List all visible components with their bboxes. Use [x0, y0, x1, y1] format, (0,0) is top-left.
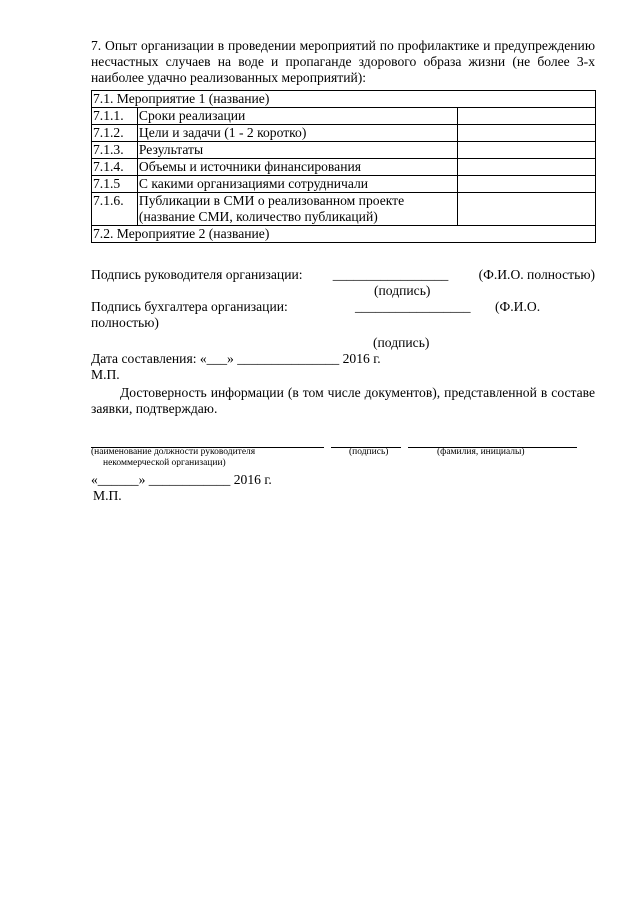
position-caption: (наименование должности руководителя: [91, 447, 256, 457]
row-label: Цели и задачи (1 - 2 коротко): [137, 125, 457, 142]
accountant-signature-blank[interactable]: _________________: [355, 299, 471, 314]
name-caption: (фамилия, инициалы): [437, 447, 525, 457]
footer-date[interactable]: «______» ____________ 2016 г.: [91, 472, 272, 487]
head-signature-caption: (подпись): [374, 283, 431, 298]
row-number: 7.1.3.: [92, 142, 138, 159]
head-signature-line: [91, 267, 595, 283]
row-value-cell[interactable]: [457, 159, 595, 176]
head-signature-blank[interactable]: _________________: [332, 267, 449, 282]
accountant-signature-line: [91, 299, 595, 315]
row-label: Объемы и источники финансирования: [137, 159, 457, 176]
confirmation-text: Достоверность информации (в том числе документов), представленной в составе заявки, подтверждаю.: [91, 385, 595, 416]
row-label: Сроки реализации: [137, 108, 457, 125]
position-caption-2: некоммерческой организации): [103, 458, 226, 468]
events-table: [91, 90, 596, 243]
table-row: [92, 226, 596, 243]
accountant-signature-suffix: (Ф.И.О.: [495, 299, 541, 314]
event-1-header: 7.1. Мероприятие 1 (название): [92, 91, 596, 108]
row-label: Результаты: [137, 142, 457, 159]
table-row: [92, 176, 596, 193]
row-value-cell[interactable]: [457, 193, 595, 226]
accountant-signature-suffix-2: полностью): [91, 315, 159, 330]
row-value-cell[interactable]: [457, 108, 595, 125]
compilation-date[interactable]: Дата составления: «___» _______________ 2016 г.: [91, 351, 381, 366]
table-row: [92, 142, 596, 159]
row-label: Публикации в СМИ о реализованном проекте (название СМИ, количество публикаций): [137, 193, 457, 226]
head-signature-suffix: (Ф.И.О. полностью): [478, 267, 595, 282]
row-label: С какими организациями сотрудничали: [137, 176, 457, 193]
row-value-cell[interactable]: [457, 125, 595, 142]
footer-captions: [91, 447, 595, 469]
row-value-cell[interactable]: [457, 142, 595, 159]
row-number: 7.1.5: [92, 176, 138, 193]
table-row: [92, 193, 596, 226]
row-number: 7.1.6.: [92, 193, 138, 226]
row-number: 7.1.2.: [92, 125, 138, 142]
table-row: [92, 125, 596, 142]
table-row: [92, 91, 596, 108]
footer-stamp-mark: М.П.: [93, 488, 122, 503]
table-row: [92, 159, 596, 176]
document-page: [91, 38, 595, 504]
table-row: [92, 108, 596, 125]
row-number: 7.1.4.: [92, 159, 138, 176]
stamp-mark: М.П.: [91, 367, 120, 382]
head-signature-label: Подпись руководителя организации:: [91, 267, 303, 282]
row-number: 7.1.1.: [92, 108, 138, 125]
footer-signature-lines: [91, 439, 595, 447]
signature-caption: (подпись): [349, 447, 389, 457]
section-7-intro: 7. Опыт организации в проведении мероприятий по профилактике и предупреждению несчастных случаев на воде и пропаганде здорового образа жизни (не более 3-х наиболее удачно реализованных мероприятий):: [91, 38, 595, 85]
accountant-signature-label: Подпись бухгалтера организации:: [91, 299, 288, 314]
event-2-header: 7.2. Мероприятие 2 (название): [92, 226, 596, 243]
row-value-cell[interactable]: [457, 176, 595, 193]
accountant-signature-caption: (подпись): [373, 335, 430, 350]
